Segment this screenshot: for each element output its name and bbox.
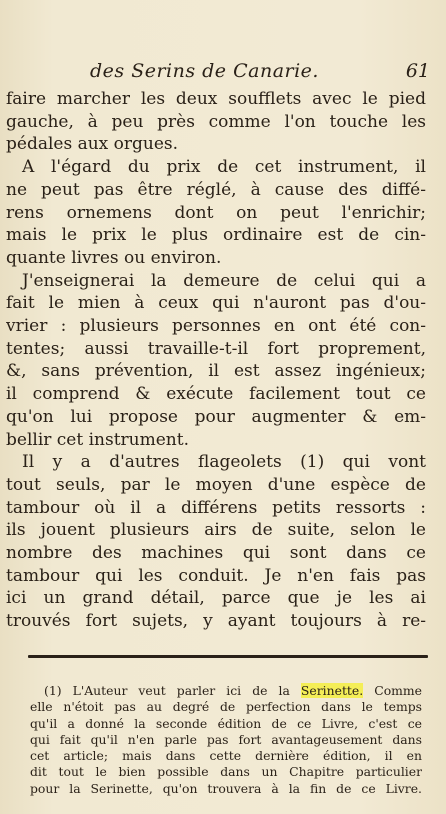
text-line: J'enseignerai la demeure de celui qui a [22, 270, 426, 291]
text-line: qu'on lui propose pour augmenter & em- [6, 406, 426, 427]
footnote-text: Comme [363, 683, 422, 698]
footnote-line: cet article; mais dans cette dernière édition, il en [30, 748, 422, 764]
highlighted-term: Serinette. [300, 683, 364, 698]
text-line: gauche, à peu près comme l'on touche les [6, 111, 426, 132]
text-line: mais le prix le plus ordinaire est de cin- [6, 225, 426, 246]
running-head: des Serins de Canarie. [90, 60, 319, 82]
footnote [30, 683, 422, 797]
footnote-text: (1) L'Auteur veut parler ici de la [44, 683, 301, 698]
text-line: pédales aux orgues. [6, 134, 179, 155]
page-number: 61 [405, 60, 430, 82]
text-line: tambour où il a différens petits ressorts : [6, 497, 426, 518]
text-line: quante livres ou environ. [6, 247, 222, 268]
text-line: bellir cet instrument. [6, 429, 189, 450]
footnote-line: elle n'étoit pas au degré de perfection dans le temps [30, 699, 422, 715]
text-line: &, sans prévention, il est assez ingénieux; [6, 361, 426, 382]
text-line: faire marcher les deux soufflets avec le pied [6, 89, 426, 109]
text-line: trouvés fort sujets, y ayant toujours à re- [6, 611, 426, 632]
text-line: nombre des machines qui sont dans ce [6, 543, 426, 564]
footnote-line: qu'il a donné la seconde édition de ce Livre, c'est ce [30, 715, 422, 731]
footnote-rule [28, 655, 428, 658]
page-header [0, 60, 446, 86]
text-line: il comprend & exécute facilement tout ce [6, 384, 426, 405]
footnote-line: pour la Serinette, qu'on trouvera à la fin de ce Livre. [30, 780, 422, 796]
text-line: ils jouent plusieurs airs de suite, selon le [6, 520, 426, 541]
text-line: tambour qui les conduit. Je n'en fais pas [6, 565, 426, 586]
text-line: Il y a d'autres flageolets (1) qui vont [22, 452, 426, 473]
text-line: rens ornemens dont on peut l'enrichir; [6, 202, 426, 223]
text-line: A l'égard du prix de cet instrument, il [22, 157, 426, 178]
text-line: ici un grand détail, parce que je les ai [6, 588, 426, 609]
text-line: tout seuls, par le moyen d'une espèce de [6, 474, 426, 495]
text-line: vrier : plusieurs personnes en ont été con- [6, 316, 426, 337]
text-line: tentes; aussi travaille-t-il fort proprement, [6, 338, 426, 359]
footnote-line: qui fait qu'il n'en parle pas fort avantageusement dans [30, 731, 422, 747]
footnote-line: dit tout le bien possible dans un Chapitre particulier [30, 764, 422, 780]
footnote-line [30, 683, 422, 699]
text-line: ne peut pas être réglé, à cause des diffé- [6, 179, 426, 200]
text-line: fait le mien à ceux qui n'auront pas d'ou- [6, 293, 426, 314]
body-text [6, 88, 426, 633]
